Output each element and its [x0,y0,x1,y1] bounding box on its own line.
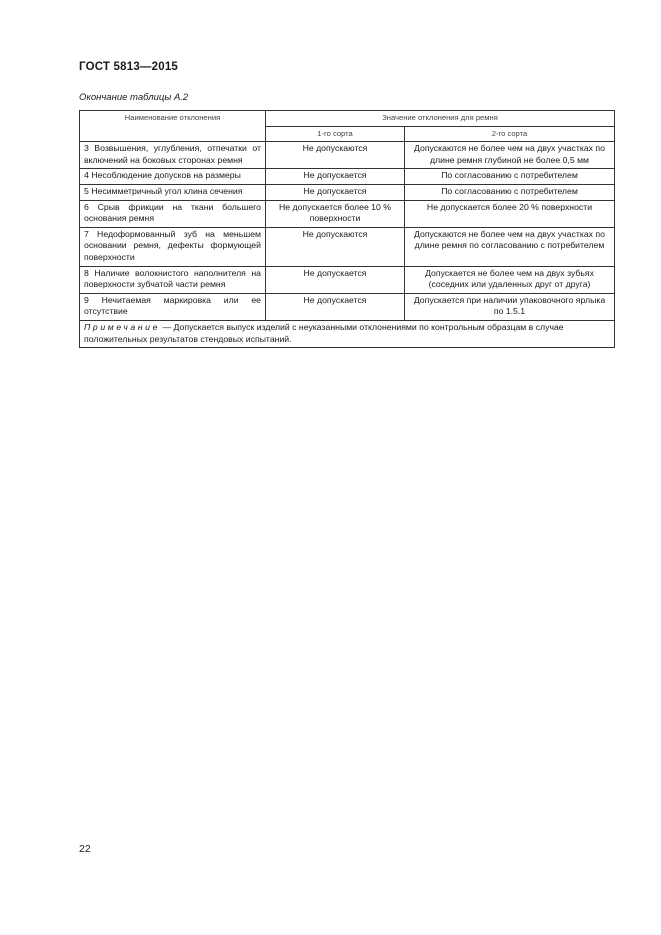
row-grade-1-value: Не допускаются [266,142,405,169]
row-grade-1-value: Не допускается [266,293,405,320]
header-grade-2: 2-го сорта [405,126,615,142]
row-deviation-name: 7 Недоформованный зуб на меньшем основании ремня, дефекты формующей поверхности [80,227,266,266]
row-grade-2-value: Допускается при наличии упаковочного ярлыка по 1.5.1 [405,293,615,320]
page-number: 22 [79,843,91,855]
table-row [80,169,615,185]
table-row [80,227,615,266]
row-deviation-name: 9 Нечитаемая маркировка или ее отсутствие [80,293,266,320]
row-deviation-name: 5 Несимметричный угол клина сечения [80,184,266,200]
row-deviation-name: 6 Срыв фрикции на ткани большего основания ремня [80,200,266,227]
table-note-row [80,320,615,347]
document-id: ГОСТ 5813—2015 [79,61,179,73]
row-deviation-name: 8 Наличие волокнистого наполнителя на поверхности зубчатой части ремня [80,266,266,293]
table-row [80,200,615,227]
row-grade-2-value: По согласованию с потребителем [405,184,615,200]
table-row [80,184,615,200]
table-row [80,142,615,169]
deviation-table [79,110,615,348]
table-row [80,293,615,320]
table-header [80,111,615,142]
row-grade-1-value: Не допускаются [266,227,405,266]
row-grade-2-value: По согласованию с потребителем [405,169,615,185]
row-grade-2-value: Допускаются не более чем на двух участках по длине ремня глубиной не более 0,5 мм [405,142,615,169]
note-text: — Допускается выпуск изделий с неуказанными отклонениями по контрольным образцам в случае положительных результатов стендовых испытаний. [84,321,564,344]
row-grade-1-value: Не допускается [266,184,405,200]
header-deviation-value: Значение отклонения для ремня [266,111,615,127]
table-note [80,320,615,347]
row-grade-2-value: Допускаются не более чем на двух участках по длине ремня по согласованию с потребителем [405,227,615,266]
row-grade-2-value: Не допускается более 20 % поверхности [405,200,615,227]
header-grade-1: 1-го сорта [266,126,405,142]
table-caption: Окончание таблицы А.2 [79,92,189,103]
row-grade-2-value: Допускается не более чем на двух зубьях (соседних или удаленных друг от друга) [405,266,615,293]
row-deviation-name: 3 Возвышения, углубления, отпечатки от включений на боковых сторонах ремня [80,142,266,169]
row-grade-1-value: Не допускается [266,266,405,293]
note-label: Примечание [84,321,161,332]
header-deviation-name: Наименование отклонения [80,111,266,142]
row-grade-1-value: Не допускается [266,169,405,185]
row-deviation-name: 4 Несоблюдение допусков на размеры [80,169,266,185]
row-grade-1-value: Не допускается более 10 % поверхности [266,200,405,227]
table-row [80,266,615,293]
